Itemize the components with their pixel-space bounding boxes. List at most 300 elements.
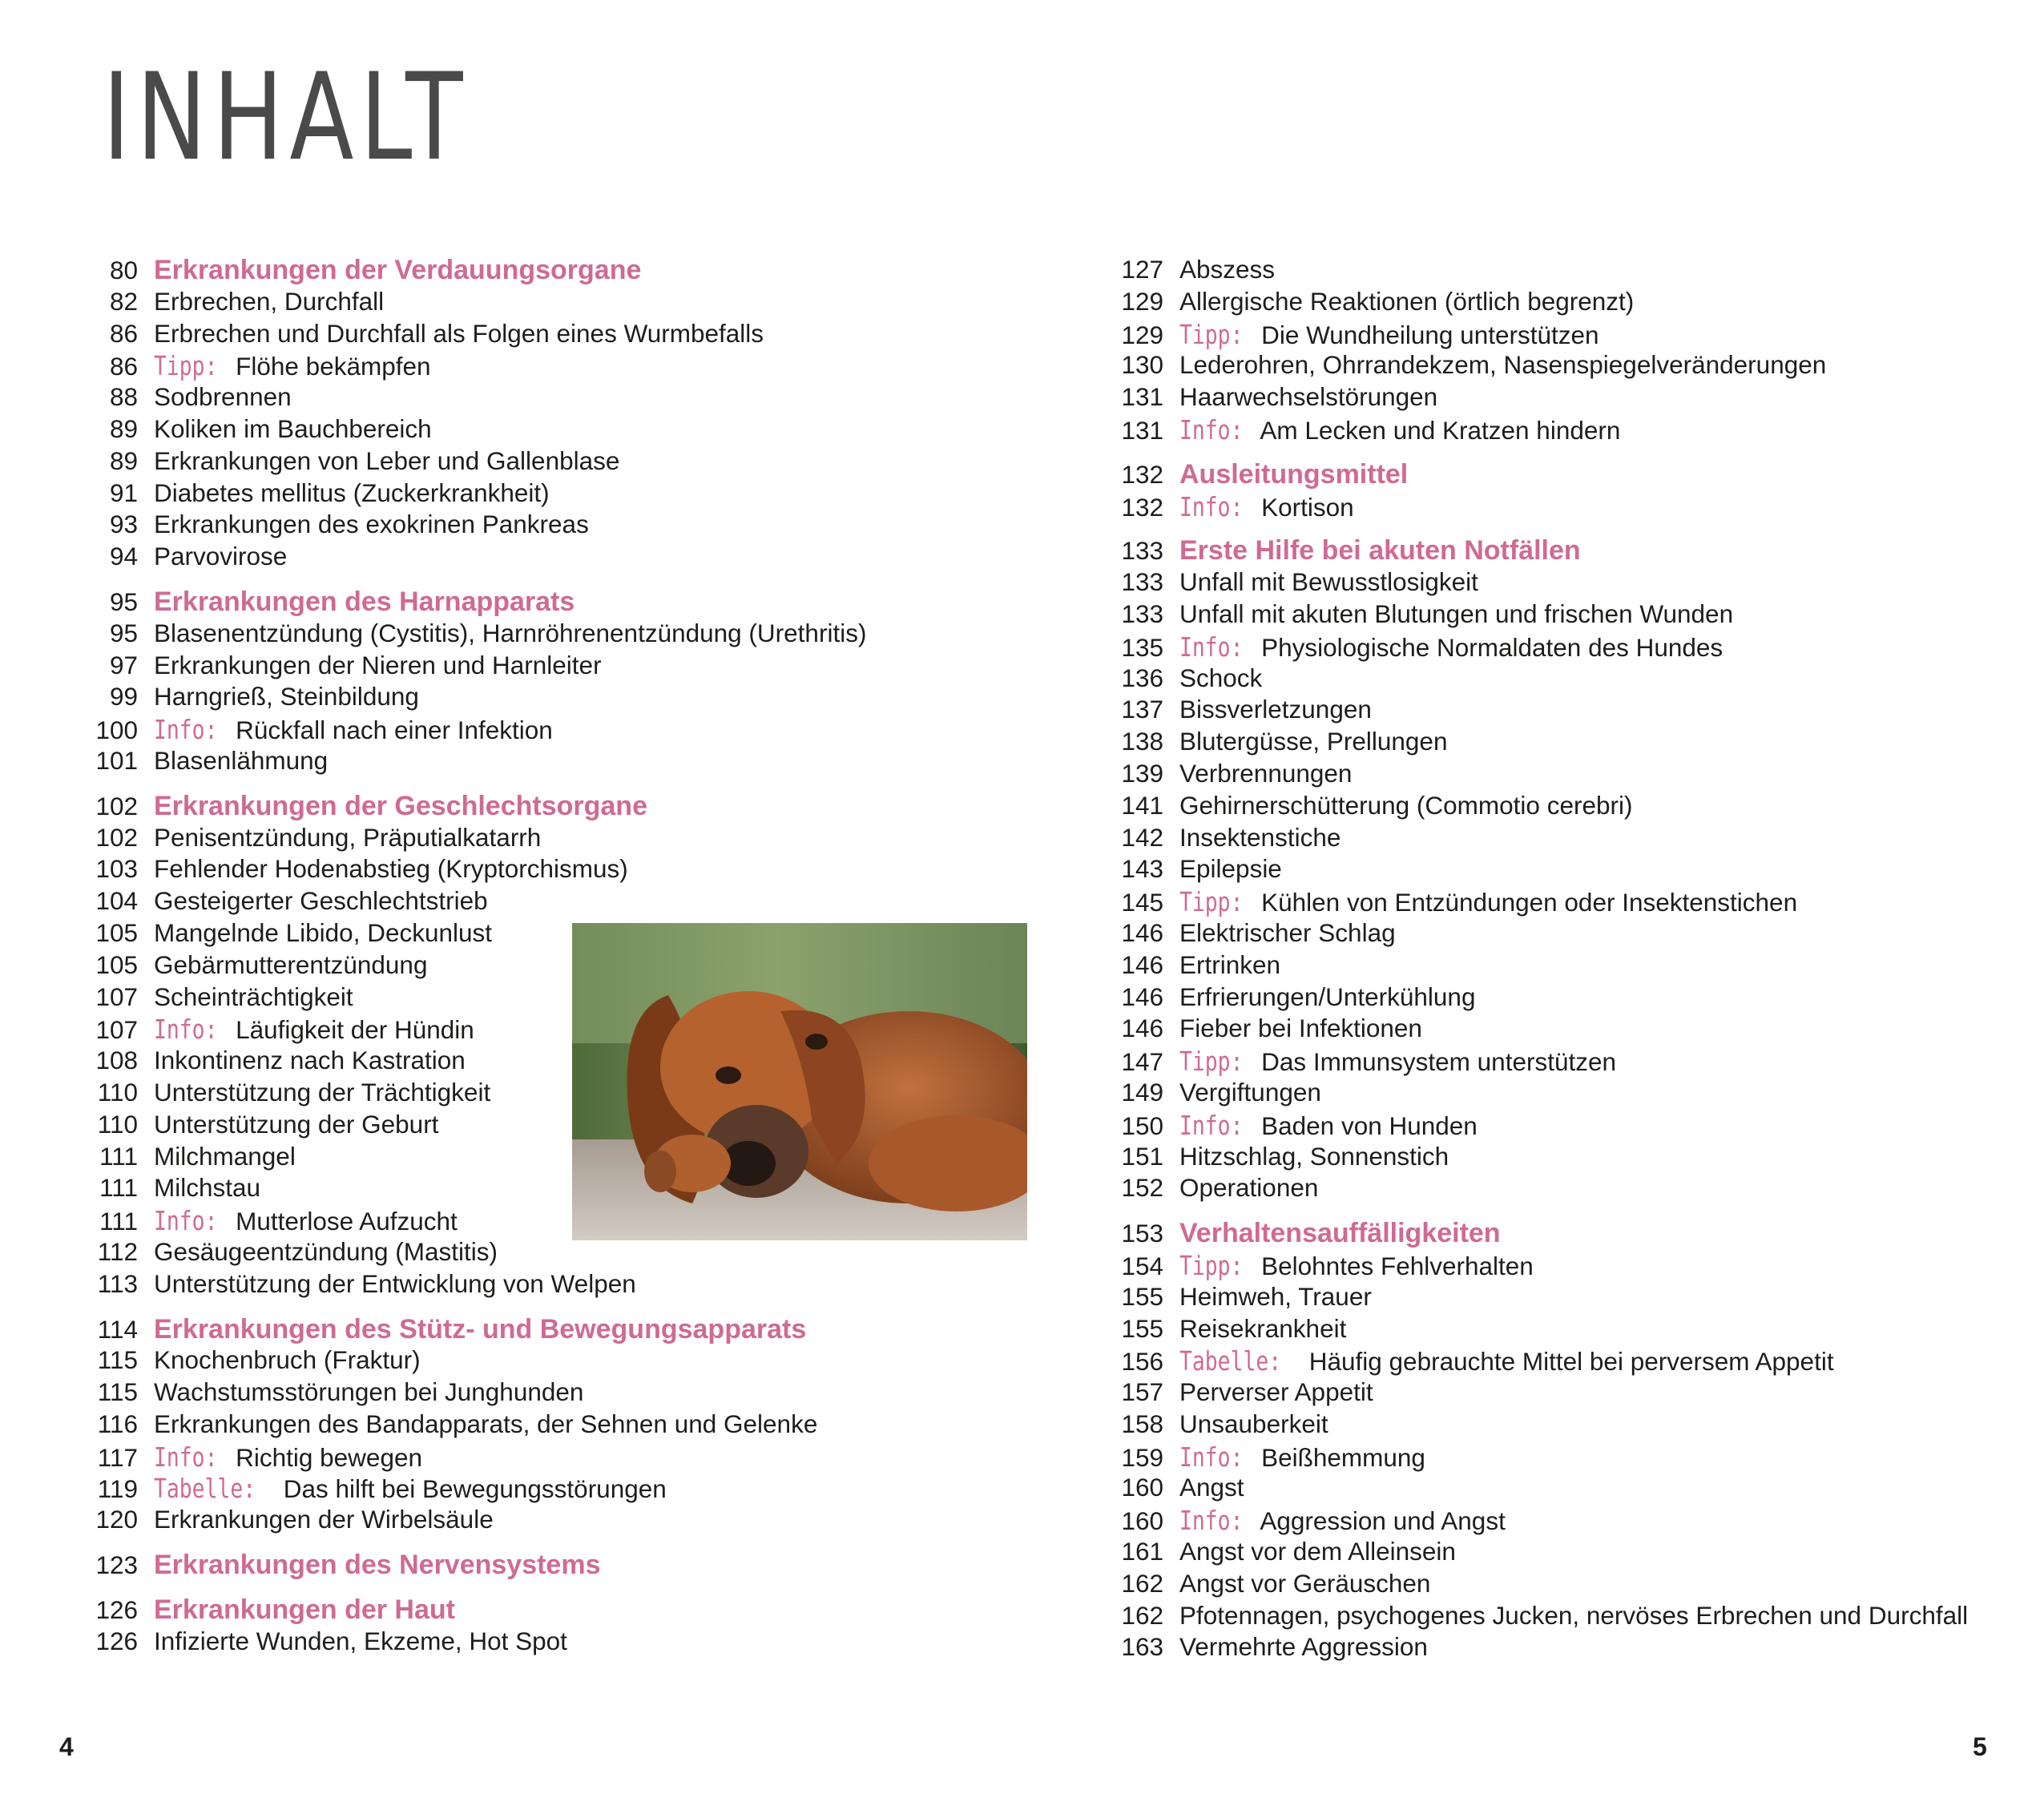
toc-entry-title: Das Immunsystem unterstützen [1261,1047,1617,1077]
dog-photo [572,923,1027,1240]
toc-entry-text [154,1627,567,1656]
toc-entry-title: Verbrennungen [1179,758,1353,788]
toc-entry-label: Info: [1179,631,1244,663]
toc-entry-text [154,1110,438,1139]
toc-entry-label: Tabelle: [1179,1345,1282,1377]
toc-page-number: 89 [109,445,138,475]
toc-entry-label: Tipp: [1179,1249,1244,1281]
toc-entry [80,823,1042,855]
toc-section-heading [80,1594,1042,1627]
toc-entry [1106,1345,2019,1377]
toc-page-number: 102 [95,822,138,852]
toc-entry-label: Info: [1179,413,1244,445]
toc-entry [80,746,1042,778]
toc-page-number: 147 [1121,1047,1163,1077]
toc-entry-text [154,350,431,381]
toc-entry-text [1179,599,1733,629]
toc-entry-text [154,1314,806,1345]
toc-entry [80,1409,1042,1441]
toc-entry-title: Gehirnerschütterung (Commotio cerebri) [1179,790,1633,820]
toc-entry [1106,823,2019,855]
toc-entry-title: Insektenstiche [1179,822,1341,852]
toc-page-number: 110 [97,1077,138,1107]
toc-page-number: 82 [109,286,138,316]
toc-page-number: 133 [1121,599,1163,628]
toc-entry-text [154,1594,455,1626]
toc-entry-text [154,619,866,648]
toc-entry-text [154,854,628,884]
toc-entry-title: Häufig gebrauchte Mittel bei perversem Appetit [1308,1347,1834,1377]
toc-entry [1106,491,2019,523]
toc-page-number: 114 [97,1314,138,1344]
toc-entry [80,1473,1042,1505]
toc-entry-text [1179,663,1262,693]
toc-entry-label: Tipp: [1179,1046,1244,1078]
toc-entry-text [1179,1569,1430,1598]
toc-entry-title: Schock [1179,663,1263,692]
toc-page-number: 86 [109,352,138,381]
toc-entry [1106,1110,2019,1142]
toc-section-heading [80,1550,1042,1582]
toc-entry-title: Pfotennagen, psychogenes Jucken, nervöses Erbrechen und Durchfall [1179,1600,1969,1630]
toc-entry-title: Allergische Reaktionen (örtlich begrenzt) [1179,286,1635,316]
toc-entry-title: Wachstumsstörungen bei Junghunden [154,1377,584,1407]
toc-entry-label: Tipp: [1179,318,1244,350]
toc-page-number: 89 [109,413,138,443]
toc-page-number: 129 [1121,286,1163,316]
toc-page-number: 136 [1121,663,1163,692]
toc-entry-title: Heimweh, Trauer [1179,1281,1372,1311]
toc-entry-title: Sodbrennen [154,382,292,412]
toc-entry-text [154,950,427,980]
toc-page-number: 105 [95,917,138,947]
toc-entry [80,414,1042,446]
toc-entry-title: Operationen [1179,1173,1319,1203]
toc-entry-text [1179,982,1475,1012]
toc-entry-text [1179,1441,1425,1473]
toc-page-number: 150 [1121,1111,1163,1140]
toc-page-number: 120 [95,1505,138,1534]
toc-page-number: 102 [95,791,138,820]
toc-entry [1106,255,2019,287]
toc-entry-title: Parvovirose [154,542,288,571]
toc-entry [1106,727,2019,759]
toc-entry-text [1179,1601,1968,1631]
toc-entry [80,1269,1042,1301]
toc-entry-text [154,918,492,948]
toc-entry-title: Beißhemmung [1261,1442,1425,1472]
toc-entry-text [1179,1409,1328,1439]
page-number-right: 5 [1973,1732,1987,1761]
toc-entry [1106,886,2019,918]
toc-entry-title: Blutergüsse, Prellungen [1179,727,1448,756]
toc-entry-text [1179,1014,1422,1043]
toc-entry-title: Angst vor Geräuschen [1179,1568,1431,1598]
toc-entry-text [1179,414,1620,445]
toc-entry-title: Rückfall nach einer Infektion [236,716,553,745]
toc-entry [1106,950,2019,982]
toc-entry-text [1179,759,1352,788]
page-number-left: 4 [59,1732,74,1761]
toc-entry-title: Belohntes Fehlverhalten [1261,1251,1534,1280]
toc-entry-title: Mutterlose Aufzucht [236,1207,458,1236]
toc-entry-title: Unterstützung der Geburt [154,1109,439,1139]
toc-entry-text [1179,918,1396,948]
toc-section-heading [80,587,1042,619]
toc-page-number: 131 [1121,382,1163,412]
toc-entry-text [154,1441,422,1473]
toc-page-number: 163 [1121,1632,1163,1662]
toc-page-number: 126 [95,1626,138,1655]
toc-entry [80,1377,1042,1409]
toc-entry-title: Milchstau [154,1173,261,1203]
toc-entry-text [1179,1473,1244,1502]
toc-entry-text [1179,791,1632,820]
toc-page-number: 146 [1121,1014,1163,1043]
toc-entry [80,1627,1042,1659]
toc-page-number: 132 [1121,459,1163,489]
toc-page-number: 115 [97,1345,138,1375]
toc-entry-text [1179,1505,1506,1536]
toc-entry-text [154,1014,474,1045]
toc-entry-text [1179,491,1354,522]
toc-page-number: 159 [1121,1442,1163,1472]
toc-entry-title: Fieber bei Infektionen [1179,1014,1422,1043]
toc-page-number: 107 [95,1015,138,1045]
toc-entry-text [154,510,589,539]
toc-entry-label: Tabelle: [154,1473,256,1505]
toc-entry-title: Angst vor dem Alleinsein [1179,1537,1456,1566]
toc-page-number: 139 [1121,758,1163,788]
toc-entry [1106,382,2019,414]
toc-entry-label: Info: [1179,1441,1244,1473]
toc-entry-text [154,1345,421,1375]
toc-page-number: 137 [1121,695,1163,724]
toc-page-number: 157 [1121,1377,1163,1407]
toc-page-number: 99 [109,682,138,712]
toc-entry-title: Erste Hilfe bei akuten Notfällen [1179,535,1581,566]
toc-entry-text [1179,567,1478,597]
toc-entry [1106,1377,2019,1409]
toc-entry-title: Die Wundheilung unterstützen [1261,320,1599,349]
toc-entry [80,350,1042,382]
toc-entry [1106,1046,2019,1078]
toc-entry-text [154,446,619,476]
toc-entry-text [1179,950,1280,980]
toc-page-number: 119 [97,1474,138,1504]
toc-page-number: 161 [1121,1537,1163,1566]
toc-entry-label: Tipp: [154,350,218,382]
toc-page-number: 138 [1121,727,1163,756]
toc-entry [80,651,1042,683]
toc-entry-text [154,982,353,1012]
toc-entry-title: Erkrankungen von Leber und Gallenblase [154,445,620,475]
toc-entry-title: Bissverletzungen [1179,695,1372,724]
toc-entry-text [1179,382,1437,412]
toc-page-number: 158 [1121,1409,1163,1438]
toc-page-number: 126 [95,1594,138,1624]
toc-section-heading [80,791,1042,823]
toc-entry [1106,791,2019,823]
toc-page-number: 104 [95,886,138,916]
toc-entry-text [1179,1314,1346,1344]
toc-entry-text [154,1473,667,1504]
toc-section-heading [1106,1218,2019,1250]
toc-entry [80,1345,1042,1377]
toc-entry-title: Abszess [1179,255,1276,284]
toc-entry-text [1179,459,1408,490]
toc-entry-text [154,255,641,286]
toc-entry-text [1179,535,1581,566]
toc-entry [1106,1014,2019,1046]
toc-page-number: 111 [99,1173,138,1203]
toc-entry-text [1179,1142,1449,1171]
toc-entry-text [1179,255,1275,284]
toc-entry-title: Vergiftungen [1179,1077,1321,1107]
toc-page-number: 110 [97,1109,138,1139]
toc-section-heading [80,255,1042,287]
toc-page-number: 160 [1121,1473,1163,1502]
toc-entry [1106,1601,2019,1633]
toc-column-right [1106,255,2019,1664]
toc-entry [1106,1314,2019,1346]
toc-entry-title: Unfall mit Bewusstlosigkeit [1179,567,1478,597]
toc-page-number: 135 [1121,632,1163,662]
toc-entry-text [154,587,574,618]
toc-page-number: 132 [1121,492,1163,522]
toc-entry-title: Aggression und Angst [1260,1506,1506,1536]
toc-page-number: 95 [109,587,138,616]
toc-entry-title: Gesäugeentzündung (Mastitis) [154,1236,498,1266]
toc-entry-text [154,1205,458,1236]
toc-entry-title: Ausleitungsmittel [1179,458,1409,490]
toc-entry-text [1179,1046,1616,1077]
toc-entry-label: Info: [1179,490,1244,522]
toc-entry-title: Erkrankungen der Haut [154,1594,455,1625]
toc-page-number: 162 [1121,1600,1163,1630]
toc-entry-title: Infizierte Wunden, Ekzeme, Hot Spot [154,1626,567,1655]
toc-entry-text [1179,1078,1321,1107]
toc-entry-title: Erkrankungen des Harnapparats [154,586,575,617]
toc-entry [80,478,1042,510]
toc-entry [1106,1505,2019,1537]
toc-entry-title: Vermehrte Aggression [1179,1632,1428,1662]
toc-entry-text [1179,1282,1372,1312]
toc-page-number: 153 [1121,1219,1163,1248]
toc-page-number: 93 [109,510,138,539]
toc-page-number: 146 [1121,917,1163,947]
toc-entry [80,446,1042,478]
toc-entry-text [154,746,328,776]
toc-page-number: 91 [109,478,138,507]
toc-entry-label: Info: [154,1441,218,1473]
toc-entry [1106,1632,2019,1664]
toc-page-number: 101 [95,745,138,775]
toc-entry [1106,631,2019,663]
toc-entry-title: Erkrankungen der Geschlechtsorgane [154,790,647,821]
toc-page-number: 133 [1121,536,1163,566]
toc-page-number: 80 [109,256,138,284]
toc-entry-text [1179,1632,1428,1662]
toc-page-number: 146 [1121,982,1163,1011]
toc-entry-text [154,714,553,745]
toc-entry-title: Erkrankungen der Nieren und Harnleiter [154,650,602,679]
toc-entry-text [154,1078,490,1107]
toc-entry-text [154,414,432,444]
toc-entry-title: Unfall mit akuten Blutungen und frischen Wunden [1179,599,1734,628]
toc-entry [1106,414,2019,446]
toc-entry-title: Elektrischer Schlag [1179,917,1396,947]
toc-entry-text [1179,1250,1534,1281]
toc-entry-title: Haarwechselstörungen [1179,382,1438,412]
toc-page-number: 111 [99,1141,138,1171]
toc-entry [1106,599,2019,631]
toc-page-number: 97 [109,650,138,679]
toc-entry-label: Info: [1179,1505,1244,1537]
toc-entry-title: Gebärmutterentzündung [154,949,428,979]
toc-page-number: 145 [1121,888,1163,917]
toc-entry [1106,1142,2019,1174]
toc-entry-title: Lederohren, Ohrrandekzem, Nasenspiegelveränderungen [1179,350,1827,380]
toc-page-number: 146 [1121,949,1163,979]
toc-entry [80,886,1042,918]
toc-entry-title: Blasenentzündung (Cystitis), Harnröhrenentzündung (Urethritis) [154,618,867,647]
toc-entry [80,1505,1042,1537]
toc-entry-title: Verhaltensauffälligkeiten [1179,1218,1501,1249]
toc-entry-text [1179,886,1797,917]
toc-entry-title: Angst [1179,1473,1244,1502]
toc-page-number: 123 [95,1550,138,1580]
toc-entry-text [1179,823,1340,853]
toc-entry [1106,1250,2019,1282]
toc-entry-text [1179,1110,1478,1141]
toc-page-number: 100 [95,716,138,745]
toc-entry-text [1179,350,1826,380]
toc-page-number: 130 [1121,350,1163,380]
toc-entry-text [154,1142,296,1171]
toc-entry-text [154,478,550,508]
toc-page-number: 107 [95,982,138,1011]
toc-entry-title: Erkrankungen des exokrinen Pankreas [154,510,589,539]
toc-entry [1106,1173,2019,1205]
toc-entry [1106,1409,2019,1441]
toc-entry-title: Knochenbruch (Fraktur) [154,1345,421,1375]
toc-entry-text [154,651,602,680]
toc-page-number: 149 [1121,1077,1163,1107]
toc-entry-text [154,791,647,822]
toc-entry-title: Läufigkeit der Hündin [236,1015,474,1045]
toc-page-number: 160 [1121,1506,1163,1536]
toc-entry-title: Baden von Hunden [1261,1111,1478,1140]
toc-entry [1106,319,2019,351]
toc-entry [1106,982,2019,1014]
toc-entry-title: Richtig bewegen [236,1442,423,1472]
toc-entry [1106,663,2019,695]
toc-entry-label: Info: [154,1205,218,1237]
toc-entry-text [154,1269,636,1299]
toc-entry [1106,854,2019,886]
toc-page-number: 88 [109,382,138,412]
toc-entry-title: Perverser Appetit [1179,1377,1373,1407]
toc-entry [80,1441,1042,1473]
toc-entry-title: Unterstützung der Trächtigkeit [154,1077,491,1107]
toc-entry-title: Das hilft bei Bewegungsstörungen [283,1474,667,1504]
toc-entry-text [154,1173,260,1203]
toc-entry-text [1179,1537,1456,1566]
toc-page-number: 131 [1121,415,1163,445]
toc-entry-title: Erkrankungen der Verdauungsorgane [154,255,642,285]
toc-entry-text [1179,1218,1501,1249]
toc-entry-title: Koliken im Bauchbereich [154,413,432,443]
toc-entry-text [1179,287,1634,316]
toc-entry-title: Kühlen von Entzündungen oder Insektenstichen [1261,888,1798,917]
toc-entry-title: Kortison [1261,492,1354,522]
toc-page-number: 115 [97,1377,138,1407]
toc-entry-text [154,1237,498,1267]
toc-page-number: 155 [1121,1281,1163,1311]
toc-page-number: 103 [95,854,138,884]
toc-entry-title: Gesteigerter Geschlechtstrieb [154,886,488,916]
toc-page-number: 151 [1121,1141,1163,1171]
toc-entry [1106,1441,2019,1473]
toc-entry-title: Hitzschlag, Sonnenstich [1179,1141,1449,1171]
page-title: INHALT [103,48,470,187]
toc-entry-title: Erbrechen und Durchfall als Folgen eines Wurmbefalls [154,318,764,348]
toc-entry-label: Info: [154,714,218,746]
toc-entry [80,619,1042,651]
toc-entry [1106,695,2019,727]
toc-section-heading [1106,535,2019,567]
toc-entry-title: Penisentzündung, Präputialkatarrh [154,822,542,852]
toc-entry-title: Am Lecken und Kratzen hindern [1260,415,1621,445]
toc-entry-text [1179,1345,1834,1377]
toc-entry-text [154,886,488,916]
toc-entry [1106,1569,2019,1601]
toc-entry-title: Erkrankungen des Nervensystems [154,1550,601,1581]
toc-entry [1106,1282,2019,1314]
toc-entry-label: Info: [1179,1109,1244,1141]
toc-entry [1106,1078,2019,1110]
toc-entry-title: Inkontinenz nach Kastration [154,1046,466,1075]
toc-page-number: 143 [1121,854,1163,884]
toc-entry [1106,918,2019,950]
toc-entry [1106,759,2019,791]
toc-entry [80,682,1042,714]
toc-page-number: 155 [1121,1313,1163,1343]
toc-entry-title: Mangelnde Libido, Deckunlust [154,917,493,947]
toc-entry-label: Info: [154,1014,218,1046]
toc-entry [1106,350,2019,382]
toc-entry [80,1237,1042,1269]
toc-page-number: 152 [1121,1173,1163,1203]
toc-section-heading [1106,459,2019,491]
toc-entry [1106,1473,2019,1505]
toc-page-number: 105 [95,949,138,979]
toc-entry-text [154,1377,583,1407]
toc-entry [80,287,1042,319]
toc-entry [80,542,1042,574]
toc-entry [1106,567,2019,599]
toc-entry-title: Physiologische Normaldaten des Hundes [1261,632,1723,662]
toc-page-number: 141 [1121,790,1163,820]
toc-entry-title: Blasenlähmung [154,745,329,775]
toc-entry [80,714,1042,746]
toc-entry-text [1179,1173,1318,1203]
toc-entry-title: Epilepsie [1179,854,1282,884]
toc-entry [1106,1537,2019,1569]
toc-entry-title: Unsauberkeit [1179,1409,1328,1438]
toc-entry-title: Erkrankungen der Wirbelsäule [154,1505,494,1534]
